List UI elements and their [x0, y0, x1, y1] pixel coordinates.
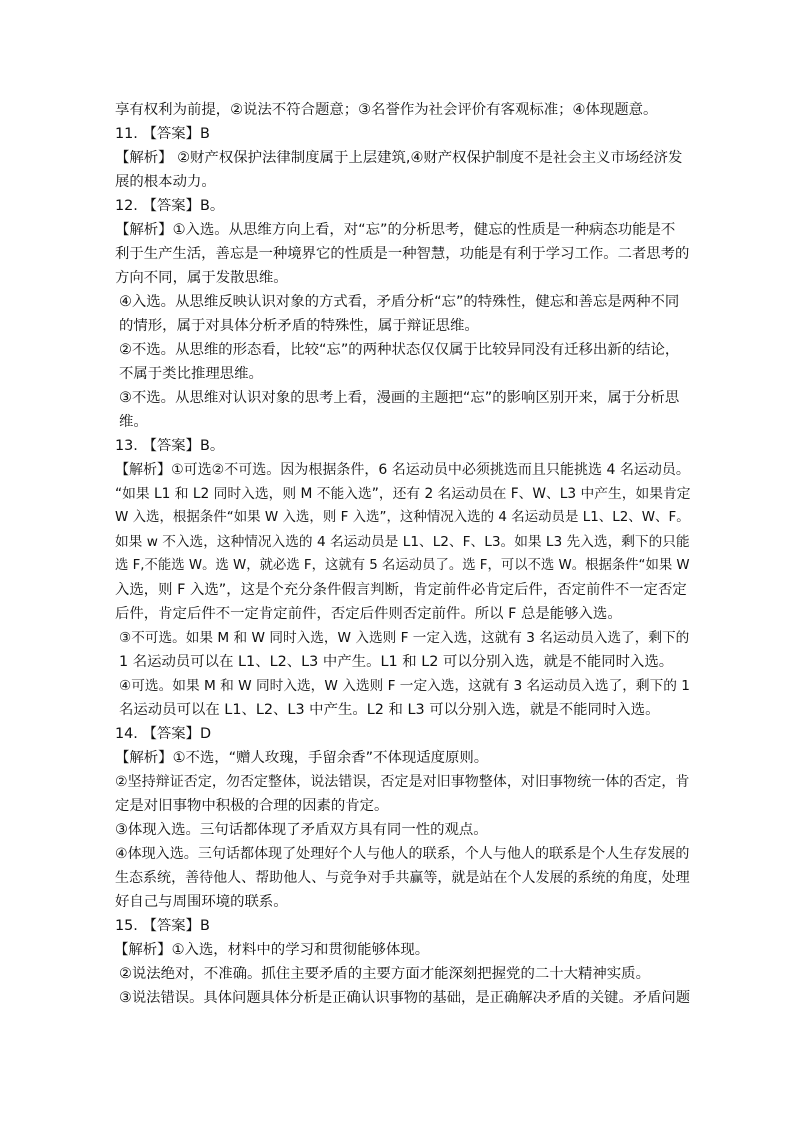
text-line: 【解析】①不选，“赠人玫瑰，手留余香”不体现适度原则。	[115, 750, 489, 766]
text-line: ②说法绝对，不准确。抓住主要矛盾的主要方面才能深刻把握党的二十大精神实质。	[119, 966, 650, 982]
text-line: ④体现入选。三句话都体现了处理好个人与他人的联系，个人与他人的联系是个人生存发展的	[115, 846, 690, 862]
text-line: 生态系统，善待他人、帮助他人、与竞争对手共赢等，就是站在个人发展的系统的角度，处理	[115, 870, 690, 886]
text-line: 名运动员可以在 L1、L2、L3 中产生。L2 和 L3 可以分别入选，就是不能同时入选。	[119, 702, 660, 718]
text-line: 维。	[119, 414, 148, 430]
text-line: 【解析】①可选②不可选。因为根据条件，6 名运动员中必须挑选而且只能挑选 4 名运动员。	[115, 462, 690, 478]
text-line: 展的根本动力。	[115, 174, 216, 190]
text-line: ③不可选。如果 M 和 W 同时入选，W 入选则 F 一定入选，这就有 3 名运动员入选了，剩下的	[119, 630, 690, 646]
text-line: 选 F,不能选 W。选 W，就必选 F，这就有 5 名运动员了。选 F，可以不选 W。根据条件“如果 W	[115, 558, 690, 573]
text-line: ④入选。从思维反映认识对象的方式看，矛盾分析“忘”的特殊性，健忘和善忘是两种不同	[119, 294, 680, 310]
text-line: W 入选，根据条件“如果 W 入选，则 F 入选”，这种情况入选的 4 名运动员是 L1、L2、W、F。	[115, 510, 690, 525]
answer-heading-11: 11. 【答案】B	[115, 126, 210, 142]
text-line: ②不选。从思维的形态看，比较“忘”的两种状态仅仅属于比较异同没有迁移出新的结论，	[119, 342, 680, 358]
text-line: 【解析】①入选。从思维方向上看，对“忘”的分析思考，健忘的性质是一种病态功能是不	[115, 222, 676, 238]
answer-heading-14: 14. 【答案】D	[115, 726, 212, 742]
text-line: ③说法错误。具体问题具体分析是正确认识事物的基础，是正确解决矛盾的关键。矛盾问题	[119, 990, 691, 1006]
text-line: 【解析】 ②财产权保护法律制度属于上层建筑,④财产权保护制度不是社会主义市场经济发	[115, 150, 683, 166]
text-line: “如果 L1 和 L2 同时入选，则 M 不能入选”，还有 2 名运动员在 F、W、L3 中产生，如果肯定	[115, 486, 691, 502]
text-line: 不属于类比推理思维。	[119, 366, 263, 382]
text-line: 定是对旧事物中积极的合理的因素的肯定。	[115, 798, 389, 814]
text-line: 的情形，属于对具体分析矛盾的特殊性，属于辩证思维。	[119, 318, 479, 334]
text-line: 利于生产生活，善忘是一种境界它的性质是一种智慧，功能是有利于学习工作。二者思考的	[115, 246, 690, 262]
text-line: 1 名运动员可以在 L1、L2、L3 中产生。L1 和 L2 可以分别入选，就是不能同时入选。	[119, 654, 674, 670]
text-line: ③不选。从思维对认识对象的思考上看，漫画的主题把“忘”的影响区别开来，属于分析思	[119, 390, 680, 406]
answer-heading-15: 15. 【答案】B	[115, 918, 210, 934]
text-line: ④可选。如果 M 和 W 同时入选，W 入选则 F 一定入选，这就有 3 名运动员入选了，剩下的 1	[119, 678, 690, 694]
text-line: 好自己与周围环境的联系。	[115, 894, 288, 910]
text-line: 享有权利为前提，②说法不符合题意；③名誉作为社会评价有客观标准；④体现题意。	[115, 102, 658, 118]
text-line: 入选，则 F 入选”，这是个充分条件假言判断，肯定前件必肯定后件，否定前件不一定否定	[115, 582, 687, 598]
text-line: 方向不同，属于发散思维。	[115, 270, 288, 286]
text-line: 后件，肯定后件不一定肯定前件，否定后件则否定前件。所以 F 总是能够入选。	[115, 606, 622, 622]
text-line: ③体现入选。三句话都体现了矛盾双方具有同一性的观点。	[115, 822, 488, 838]
text-line: 【解析】①入选，材料中的学习和贯彻能够体现。	[114, 942, 430, 958]
answer-heading-12: 12. 【答案】B。	[115, 198, 225, 214]
text-line: 如果 w 不入选，这种情况入选的 4 名运动员是 L1、L2、F、L3。如果 L3 先入选，剩下的只能	[115, 534, 690, 550]
text-line: ②坚持辩证否定，勿否定整体，说法错误，否定是对旧事物整体，对旧事物统一体的否定，肯	[115, 774, 690, 790]
answer-heading-13: 13. 【答案】B。	[115, 438, 225, 454]
